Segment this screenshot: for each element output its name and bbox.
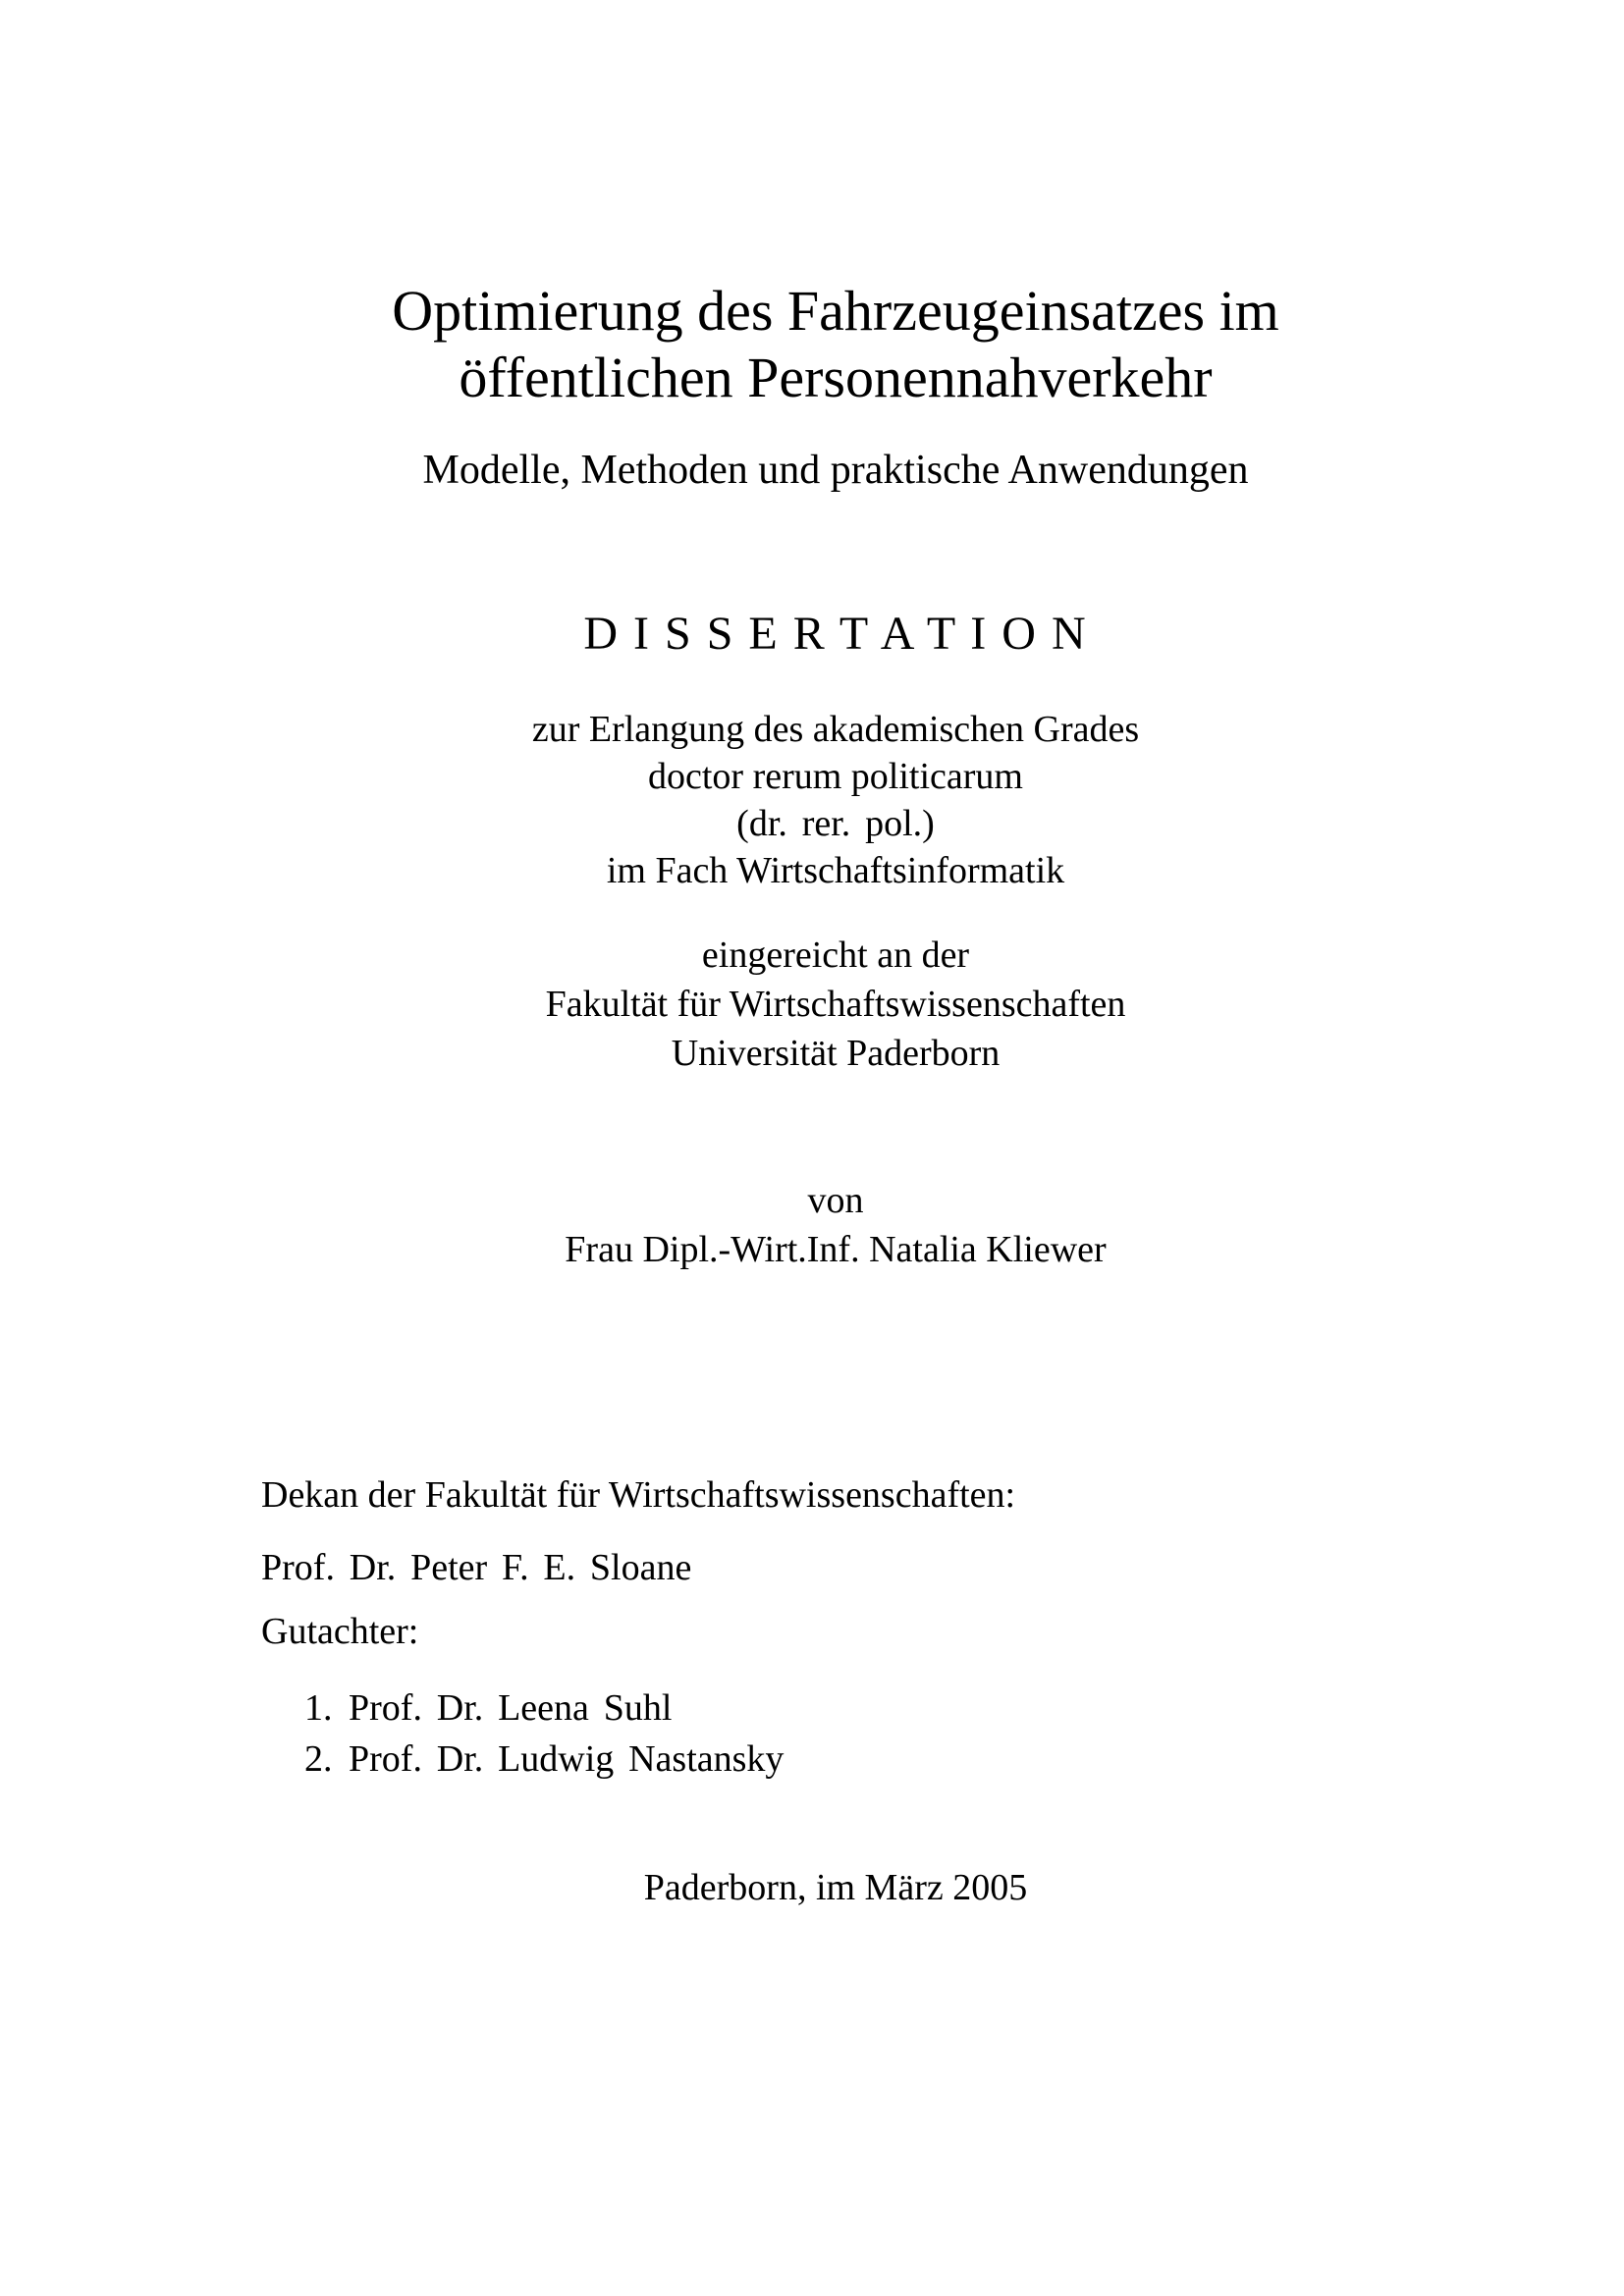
author-preposition: von [807, 1180, 864, 1221]
degree-line-field: im Fach Wirtschaftsinformatik [606, 850, 1065, 891]
submission-line-submitted-to: eingereicht an der [701, 934, 970, 976]
submission-line-faculty: Fakultät für Wirtschaftswissenschaften [545, 984, 1126, 1025]
reviewer-number: 2. [304, 1738, 333, 1780]
dean-name: Prof. Dr. Peter F. E. Sloane [261, 1547, 692, 1588]
reviewer-item [304, 1734, 784, 1785]
degree-line-abbreviation: (dr. rer. pol.) [736, 803, 935, 844]
author-block [261, 1176, 1410, 1274]
degree-line-purpose: zur Erlangung des akademischen Grades [531, 709, 1140, 750]
place-and-date: Paderborn, im März 2005 [643, 1867, 1028, 1908]
degree-block [261, 706, 1410, 894]
dean-label: Dekan der Fakultät für Wirtschaftswissenschaften: [261, 1474, 1016, 1516]
degree-line-degree-latin: doctor rerum politicarum [648, 756, 1023, 797]
dissertation-heading: D I S S E R T A T I O N [583, 608, 1088, 660]
reviewer-name: Prof. Dr. Leena Suhl [349, 1687, 673, 1729]
document-title [261, 278, 1410, 411]
reviewer-item [304, 1682, 784, 1734]
reviewer-name: Prof. Dr. Ludwig Nastansky [349, 1738, 785, 1780]
reviewer-list [304, 1682, 784, 1785]
document-title-line2: öffentlichen Personennahverkehr [459, 346, 1213, 409]
author-name: Frau Dipl.-Wirt.Inf. Natalia Kliewer [565, 1229, 1107, 1270]
reviewer-number: 1. [304, 1687, 333, 1729]
document-subtitle: Modelle, Methoden und praktische Anwendungen [422, 448, 1249, 493]
reviewers-label: Gutachter: [261, 1611, 419, 1652]
document-title-line1: Optimierung des Fahrzeugeinsatzes im [392, 279, 1279, 343]
submission-block [261, 931, 1410, 1078]
submission-line-university: Universität Paderborn [671, 1033, 1001, 1074]
